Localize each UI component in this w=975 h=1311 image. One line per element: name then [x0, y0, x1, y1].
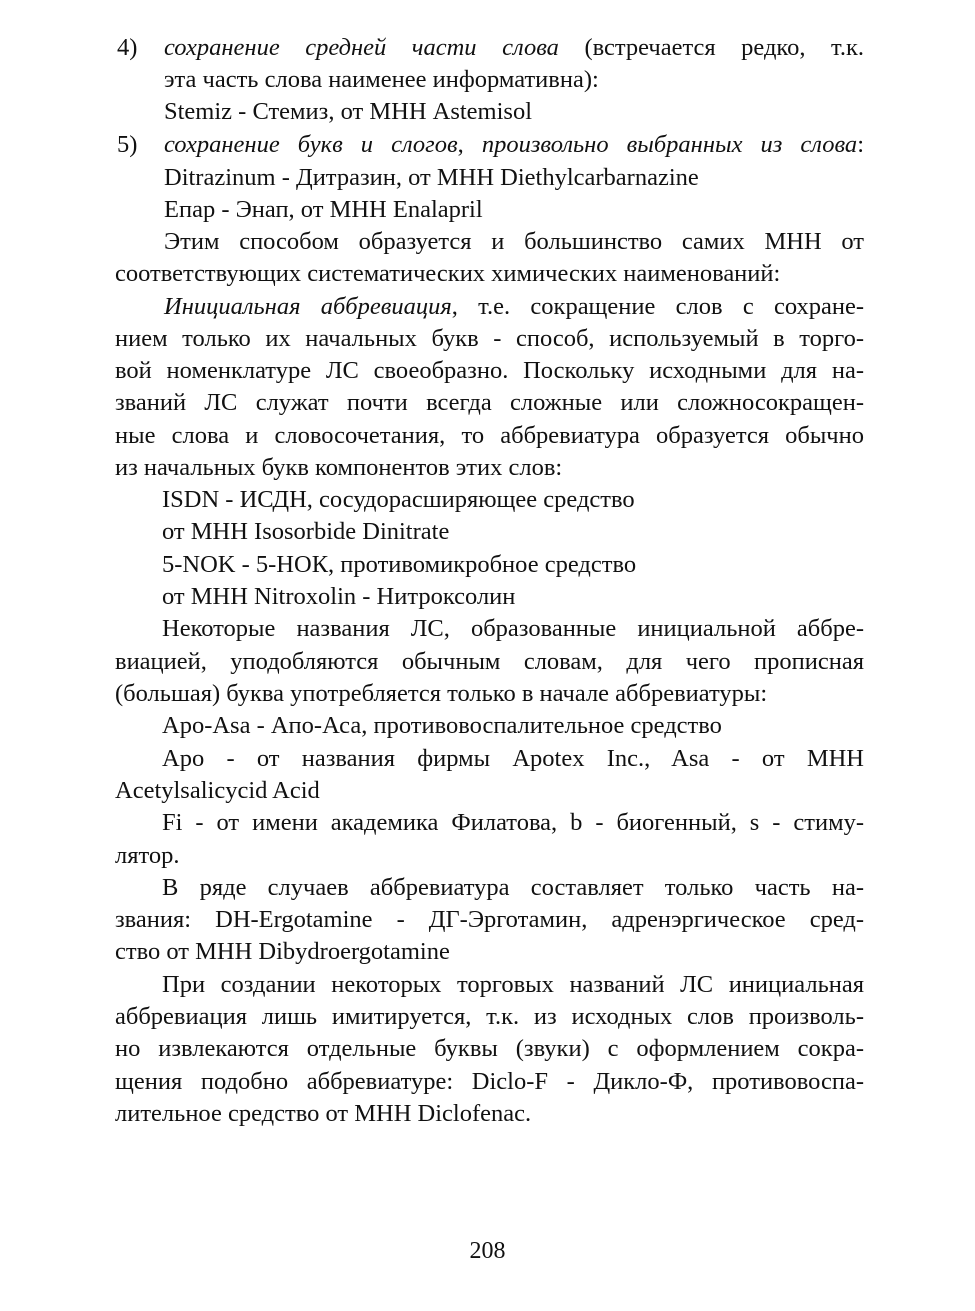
example-line: 5-NOK - 5-НОК, противомикробное средство [162, 551, 637, 578]
example-line: от МНН Nitroxolin - Нитроксолин [162, 583, 516, 610]
paragraph-line: но извлекаются отдельные буквы (звуки) с оформлением сокра- [115, 1035, 864, 1062]
paragraph-line: виацией, уподобляются обычным словам, для чего прописная [115, 648, 864, 675]
paragraph-line: из начальных букв компонентов этих слов: [115, 454, 563, 481]
list-number: 4) [117, 34, 138, 61]
italic-term: сохранение букв и слогов [164, 131, 458, 158]
list-item-4-line-2: эта часть слова наименее информативна): [164, 66, 599, 93]
italic-term: Инициальная аббревиация [164, 293, 452, 320]
example-line: Stemiz - Стемиз, от МНН Astemisol [164, 98, 533, 125]
example-line: Fi - от имени академика Филатова, b - биогенный, s - стиму- [162, 809, 864, 836]
paragraph-line: вой номенклатуре ЛС своеобразно. Поскольку исходными для на- [115, 357, 864, 384]
paragraph-line [164, 291, 864, 323]
paragraph-line: соответствующих систематических химических наименований: [115, 260, 781, 287]
paragraph-line: В ряде случаев аббревиатура составляет только часть на- [162, 874, 864, 901]
paragraph-line: ные слова и словосочетания, то аббревиатура образуется обычно [115, 422, 864, 449]
text-run: , [457, 131, 482, 158]
list-item-4-line-1 [164, 32, 864, 64]
paragraph-line: (большая) буква употребляется только в начале аббревиатуры: [115, 680, 768, 707]
example-line: ISDN - ИСДН, сосудорасширяющее средство [162, 486, 635, 513]
paragraph-line: щения подобно аббревиатуре: Diclo-F - Дикло-Ф, противовоспа- [115, 1068, 864, 1095]
example-line: лятор. [115, 842, 180, 869]
page-number: 208 [469, 1238, 506, 1264]
example-line: Apo-Asa - Апо-Аса, противовоспалительное средство [162, 712, 722, 739]
paragraph-line: Некоторые названия ЛС, образованные инициальной аббре- [162, 615, 864, 642]
paragraph-line: аббревиация лишь имитируется, т.к. из исходных слов произволь- [115, 1003, 864, 1030]
paragraph-line: званий ЛС служат почти всегда сложные или сложносокращен- [115, 389, 864, 416]
list-number: 5) [117, 131, 138, 158]
text-run: : [857, 131, 864, 158]
paragraph-line: лительное средство от МНН Diclofenac. [115, 1100, 532, 1127]
example-line: Eпap - Энап, от МНН Enalapril [164, 196, 483, 223]
example-line: Ditrazinum - Дитразин, от МНН Diethylcarbarnazine [164, 164, 699, 191]
text-run: (встречается редко, т.к. [558, 34, 864, 61]
paragraph-line: звания: DH-Ergotamine - ДГ-Эрготамин, адренэргическое сред- [115, 906, 864, 933]
italic-term: сохранение средней части слова [164, 34, 559, 61]
italic-term: произвольно выбранных из слова [481, 131, 858, 158]
example-line: Apo - от названия фирмы Apotex Inc., Asa - от МНН [162, 745, 864, 772]
example-line: Acetylsalicycid Acid [115, 777, 320, 804]
paragraph-line: нием только их начальных букв - способ, используемый в торго- [115, 325, 864, 352]
text-run: , т.е. сокращение слов с сохране- [451, 293, 864, 320]
list-item-5-line-1 [164, 129, 864, 161]
paragraph-line: Этим способом образуется и большинство самих МНН от [164, 228, 864, 255]
example-line: от МНН Isosorbide Dinitrate [162, 518, 450, 545]
paragraph-line: При создании некоторых торговых названий ЛС инициальная [162, 971, 864, 998]
paragraph-line: ство от МНН Dibydroergotamine [115, 938, 450, 965]
